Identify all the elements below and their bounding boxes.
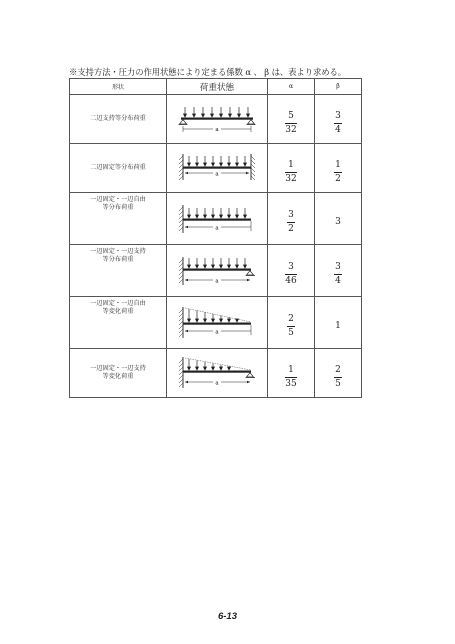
shape-cell bbox=[70, 144, 167, 193]
beta-cell bbox=[315, 297, 362, 349]
alpha-fraction bbox=[287, 314, 295, 339]
denominator: 2 bbox=[288, 224, 294, 234]
table-row bbox=[70, 144, 362, 193]
shape-label-line-1: 一辺固定・一辺支持 bbox=[90, 248, 146, 255]
header-load-state: 荷重状態 bbox=[167, 79, 268, 95]
alpha-fraction bbox=[285, 262, 296, 287]
span-label: a bbox=[215, 171, 219, 178]
alpha-cell bbox=[268, 349, 315, 398]
beta-cell bbox=[315, 144, 362, 193]
numerator: 1 bbox=[288, 364, 294, 375]
beta-fraction bbox=[334, 111, 342, 136]
numerator: 3 bbox=[288, 262, 294, 272]
numerator: 1 bbox=[335, 159, 341, 170]
table-row bbox=[70, 193, 362, 245]
beta-fraction bbox=[334, 365, 342, 390]
denominator: 4 bbox=[335, 276, 341, 286]
numerator: 1 bbox=[288, 159, 294, 170]
coefficient-table bbox=[69, 78, 362, 398]
numerator: 5 bbox=[288, 110, 294, 121]
intro-note: ※支持方法・圧力の作用状態により定まる係数 α 、 β は、表より求める。 bbox=[69, 67, 347, 77]
beam-diagram-fixed-supported-uniform bbox=[177, 253, 257, 289]
shape-cell bbox=[70, 349, 167, 398]
shape-label-line-2: 等分布荷重 bbox=[102, 204, 134, 211]
load-diagram-cell bbox=[167, 349, 268, 398]
beta-cell bbox=[315, 193, 362, 245]
beta-fraction bbox=[334, 262, 342, 287]
denominator: 4 bbox=[335, 124, 341, 135]
shape-label-line-1: 一辺固定・一辺支持 bbox=[90, 365, 146, 372]
table-row bbox=[70, 95, 362, 144]
header-shape: 形状 bbox=[70, 79, 167, 95]
denominator: 32 bbox=[285, 173, 297, 184]
shape-cell bbox=[70, 95, 167, 144]
alpha-cell bbox=[268, 95, 315, 144]
numerator: 3 bbox=[335, 262, 341, 272]
shape-label: 二辺固定等分布荷重 bbox=[90, 164, 146, 171]
load-diagram-cell bbox=[167, 95, 268, 144]
shape-label: 二辺支持等分布荷重 bbox=[90, 115, 146, 122]
numerator: 3 bbox=[335, 110, 341, 121]
denominator: 2 bbox=[335, 173, 341, 184]
beta-cell bbox=[315, 245, 362, 297]
load-diagram-cell bbox=[167, 193, 268, 245]
denominator: 46 bbox=[285, 276, 297, 286]
beta-fraction bbox=[334, 160, 342, 185]
alpha-cell bbox=[268, 144, 315, 193]
span-label: a bbox=[215, 225, 219, 231]
beta-cell bbox=[315, 349, 362, 398]
alpha-fraction bbox=[285, 365, 296, 390]
alpha-cell bbox=[268, 193, 315, 245]
beta-value: 1 bbox=[335, 321, 341, 331]
alpha-fraction bbox=[285, 160, 296, 185]
header-alpha: α bbox=[268, 79, 315, 95]
shape-cell bbox=[70, 193, 167, 245]
load-diagram-cell bbox=[167, 297, 268, 349]
table-header-row bbox=[70, 79, 362, 95]
table-row bbox=[70, 349, 362, 398]
beam-diagram-cantilever-uniform bbox=[177, 201, 257, 237]
numerator: 3 bbox=[288, 210, 294, 220]
beam-diagram-simply-supported-uniform bbox=[177, 101, 257, 137]
denominator: 5 bbox=[288, 328, 294, 338]
numerator: 2 bbox=[335, 364, 341, 375]
shape-cell bbox=[70, 245, 167, 297]
header-beta: β bbox=[315, 79, 362, 95]
shape-label-line-2: 等変化荷重 bbox=[102, 308, 134, 315]
load-diagram-cell bbox=[167, 245, 268, 297]
numerator: 2 bbox=[288, 314, 294, 324]
span-label: a bbox=[215, 278, 219, 284]
denominator: 32 bbox=[285, 124, 297, 135]
denominator: 35 bbox=[285, 378, 297, 389]
beam-diagram-fixed-fixed-uniform bbox=[177, 150, 257, 186]
alpha-cell bbox=[268, 245, 315, 297]
shape-label-line-1: 一辺固定・一辺自由 bbox=[90, 300, 146, 307]
load-diagram-cell bbox=[167, 144, 268, 193]
beam-diagram-fixed-supported-varying bbox=[177, 354, 257, 392]
beam-diagram-cantilever-varying bbox=[177, 304, 257, 342]
beta-value: 3 bbox=[335, 217, 341, 227]
shape-label-line-2: 等分布荷重 bbox=[102, 256, 134, 263]
span-label: a bbox=[215, 127, 219, 133]
table-row bbox=[70, 297, 362, 349]
span-label: a bbox=[215, 380, 219, 387]
alpha-fraction bbox=[287, 210, 295, 235]
beta-cell bbox=[315, 95, 362, 144]
span-label: a bbox=[215, 329, 219, 335]
shape-label-line-1: 一辺固定・一辺自由 bbox=[90, 196, 146, 203]
alpha-fraction bbox=[285, 111, 296, 136]
denominator: 5 bbox=[335, 378, 341, 389]
shape-cell bbox=[70, 297, 167, 349]
page-number: 6-13 bbox=[217, 611, 237, 622]
table-row bbox=[70, 245, 362, 297]
alpha-cell bbox=[268, 297, 315, 349]
shape-label-line-2: 等変化荷重 bbox=[102, 373, 134, 380]
